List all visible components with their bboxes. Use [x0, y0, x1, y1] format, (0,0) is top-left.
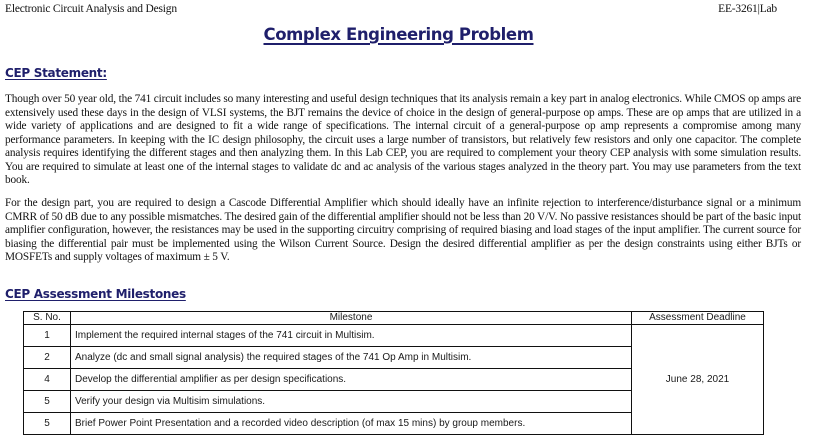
statement-paragraph-1: Though over 50 year old, the 741 circuit includes so many interesting and useful design techniques that its analysis remain a key part in analog electronics. While CMOS op amps are extensively used these days in the design of VLSI systems, the BJT remains the device of choice in the design of general-purpose op amps. These are op amps that are utilized in a wide variety of applications and are designed to fit a wide range of specifications. The internal circuit of a general-purpose op amp represents a compromise among many performance parameters. In keeping with the IC design philosophy, the circuit uses a large number of transistors, but relatively few resistors and only one capacitor. The complete analysis requires identifying the different stages and then analyzing them. In this Lab CEP, you are required to complement your theory CEP analysis with some simulation results. You are required to simulate at least one of the internal stages to validate dc and ac analysis of the various stages analyzed in the theory part. You may use parameters from the text book.	[5, 93, 802, 186]
milestones-table	[23, 311, 764, 435]
milestone-cell: Brief Power Point Presentation and a recorded video description (of max 15 mins) by group members.	[71, 413, 632, 435]
column-header-sno: S. No.	[24, 312, 71, 325]
sno-cell: 4	[24, 369, 71, 391]
deadline-cell: June 28, 2021	[632, 325, 764, 435]
statement-paragraph-2: For the design part, you are required to design a Cascode Differential Amplifier which should ideally have an infinite rejection to interference/disturbance signal or a minimum CMRR of 50 dB due to any possible mismatches. The desired gain of the differential amplifier should not be less than 20 V/V. No passive resistances should be part of the basic input amplifier configuration, however, the resistances may be used in the supporting circuitry comprising of required biasing and load stages of the input amplifier. The current source for biasing the differential pair must be implemented using the Wilson Current Source. Design the desired differential amplifier as per the design constraints using either BJTs or MOSFETs and supply voltages of maximum ± 5 V.	[5, 197, 801, 263]
milestones-heading: CEP Assessment Milestones	[5, 287, 186, 301]
table-row	[24, 325, 764, 347]
course-name: Electronic Circuit Analysis and Design	[5, 3, 177, 15]
milestone-cell: Develop the differential amplifier as per design specifications.	[71, 369, 632, 391]
milestone-cell: Analyze (dc and small signal analysis) the required stages of the 741 Op Amp in Multisim.	[71, 347, 632, 369]
table-header-row	[24, 312, 764, 325]
course-code: EE-3261|Lab	[718, 3, 777, 15]
page-title	[0, 25, 797, 44]
column-header-deadline: Assessment Deadline	[632, 312, 764, 325]
sno-cell: 5	[24, 391, 71, 413]
milestone-cell: Implement the required internal stages of the 741 circuit in Multisim.	[71, 325, 632, 347]
sno-cell: 2	[24, 347, 71, 369]
sno-cell: 5	[24, 413, 71, 435]
sno-cell: 1	[24, 325, 71, 347]
page-title-text: Complex Engineering Problem	[263, 25, 534, 44]
milestone-cell: Verify your design via Multisim simulations.	[71, 391, 632, 413]
statement-heading: CEP Statement:	[5, 66, 107, 80]
column-header-milestone: Milestone	[71, 312, 632, 325]
